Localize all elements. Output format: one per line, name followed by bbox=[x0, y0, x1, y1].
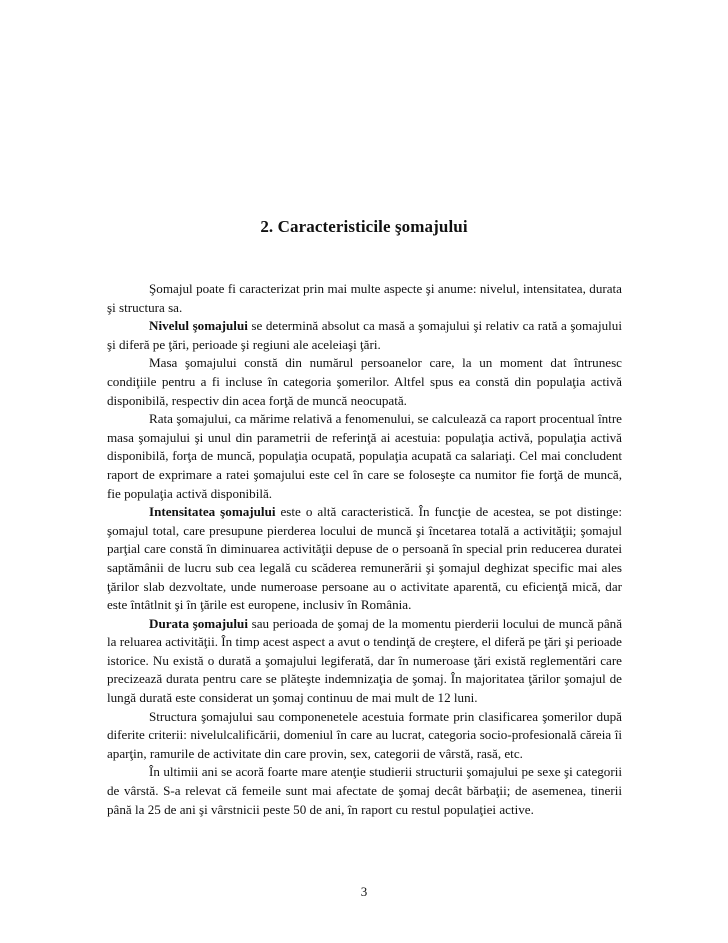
paragraph-durata bbox=[107, 615, 622, 708]
page-number: 3 bbox=[360, 884, 368, 899]
page-title: 2. Caracteristicile şomajului bbox=[260, 217, 468, 236]
paragraph-text: Şomajul poate fi caracterizat prin mai multe aspecte şi anume: nivelul, intensitatea, durata şi structura sa. bbox=[107, 281, 622, 315]
paragraph-bold-term: Intensitatea şomajului bbox=[149, 504, 276, 520]
paragraph-text: Masa şomajului constă din numărul persoanelor care, la un moment dat întrunesc condiţiile pentru a fi incluse în categoria şomerilor. Altfel spus ea constă din populaţia activă disponibilă, respectiv din acea forţă de muncă neocupată. bbox=[107, 355, 622, 408]
paragraph-text: este o altă caracteristică. În funcţie de acestea, se pot distinge: şomajul total, care presupune pierderea locului de muncă şi încetarea totală a activităţii; şomajul parţial care constă în diminuarea activităţii depuse de o persoană în special prin reducerea duratei saptămânii de lucru sub cea legală cu scăderea remunerării şi şomajul deghizat specific mai ales ţărilor slab dezvoltate, unde numeroase persoane au o activitate aparentă, cu eficienţă mică, dar este întâtlnit şi în ţările est europene, inclusiv în România. bbox=[107, 504, 622, 613]
paragraph-text: În ultimii ani se acoră foarte mare atenţie studierii structurii şomajului pe sexe şi categorii de vârstă. S-a relevat că femeile sunt mai afectate de şomaj decât bărbaţii; de asemenea, tinerii până la 25 de ani şi vârstnicii peste 50 de ani, în raport cu restul populaţiei active. bbox=[107, 764, 622, 817]
paragraph-text: Rata şomajului, ca mărime relativă a fenomenului, se calculează ca raport procentual între masa şomajului şi unul din parametrii de referinţă ai acestuia: populaţia activă, populaţia activă disponibilă, forţa de muncă, populaţia ocupată, populaţia acupată ca salariaţi. Cel mai concludent raport de exprimare a ratei şomajului este cel în care se foloseşte ca numitor fie forţă de muncă, fie populaţia activă disponibilă. bbox=[107, 411, 622, 501]
paragraph-ultimii-ani bbox=[107, 763, 622, 819]
document-body bbox=[107, 280, 622, 819]
paragraph-text: se determină absolut ca masă a şomajului şi relativ ca rată a şomajului şi diferă pe ţări, perioade şi regiuni ale aceleiaşi ţări. bbox=[107, 318, 622, 352]
paragraph-nivelul bbox=[107, 317, 622, 354]
paragraph-text: sau perioada de şomaj de la momentu pierderii locului de muncă până la reluarea activităţii. În timp acest aspect a avut o tendinţă de creştere, el diferă pe ţări şi perioade istorice. Nu există o durată a şomajului legiferată, dar în numeroase ţări există reglementări care precizează durata pentru care se plăteşte indemnizaţia de şomaj. În majoritatea ţărilor şomajul de lungă durată este considerat un şomaj continuu de mai mult de 12 luni. bbox=[107, 615, 623, 706]
paragraph-intensitatea bbox=[107, 503, 622, 615]
paragraph-bold-term: Durata şomajului bbox=[149, 615, 248, 631]
paragraph-bold-term: Nivelul şomajului bbox=[149, 318, 248, 334]
paragraph-masa bbox=[107, 354, 622, 410]
paragraph-intro bbox=[107, 280, 622, 317]
paragraph-structura bbox=[107, 708, 622, 764]
paragraph-rata bbox=[107, 410, 622, 503]
paragraph-text: Structura şomajului sau componenetele acestuia formate prin clasificarea şomerilor după diferite criterii: nivelulcalificării, domeniul în care au lucrat, categoria socio-profesională căreia îi aparţin, ramurile de activitate din care provin, sex, categorii de vârstă, rasă, etc. bbox=[107, 708, 622, 761]
